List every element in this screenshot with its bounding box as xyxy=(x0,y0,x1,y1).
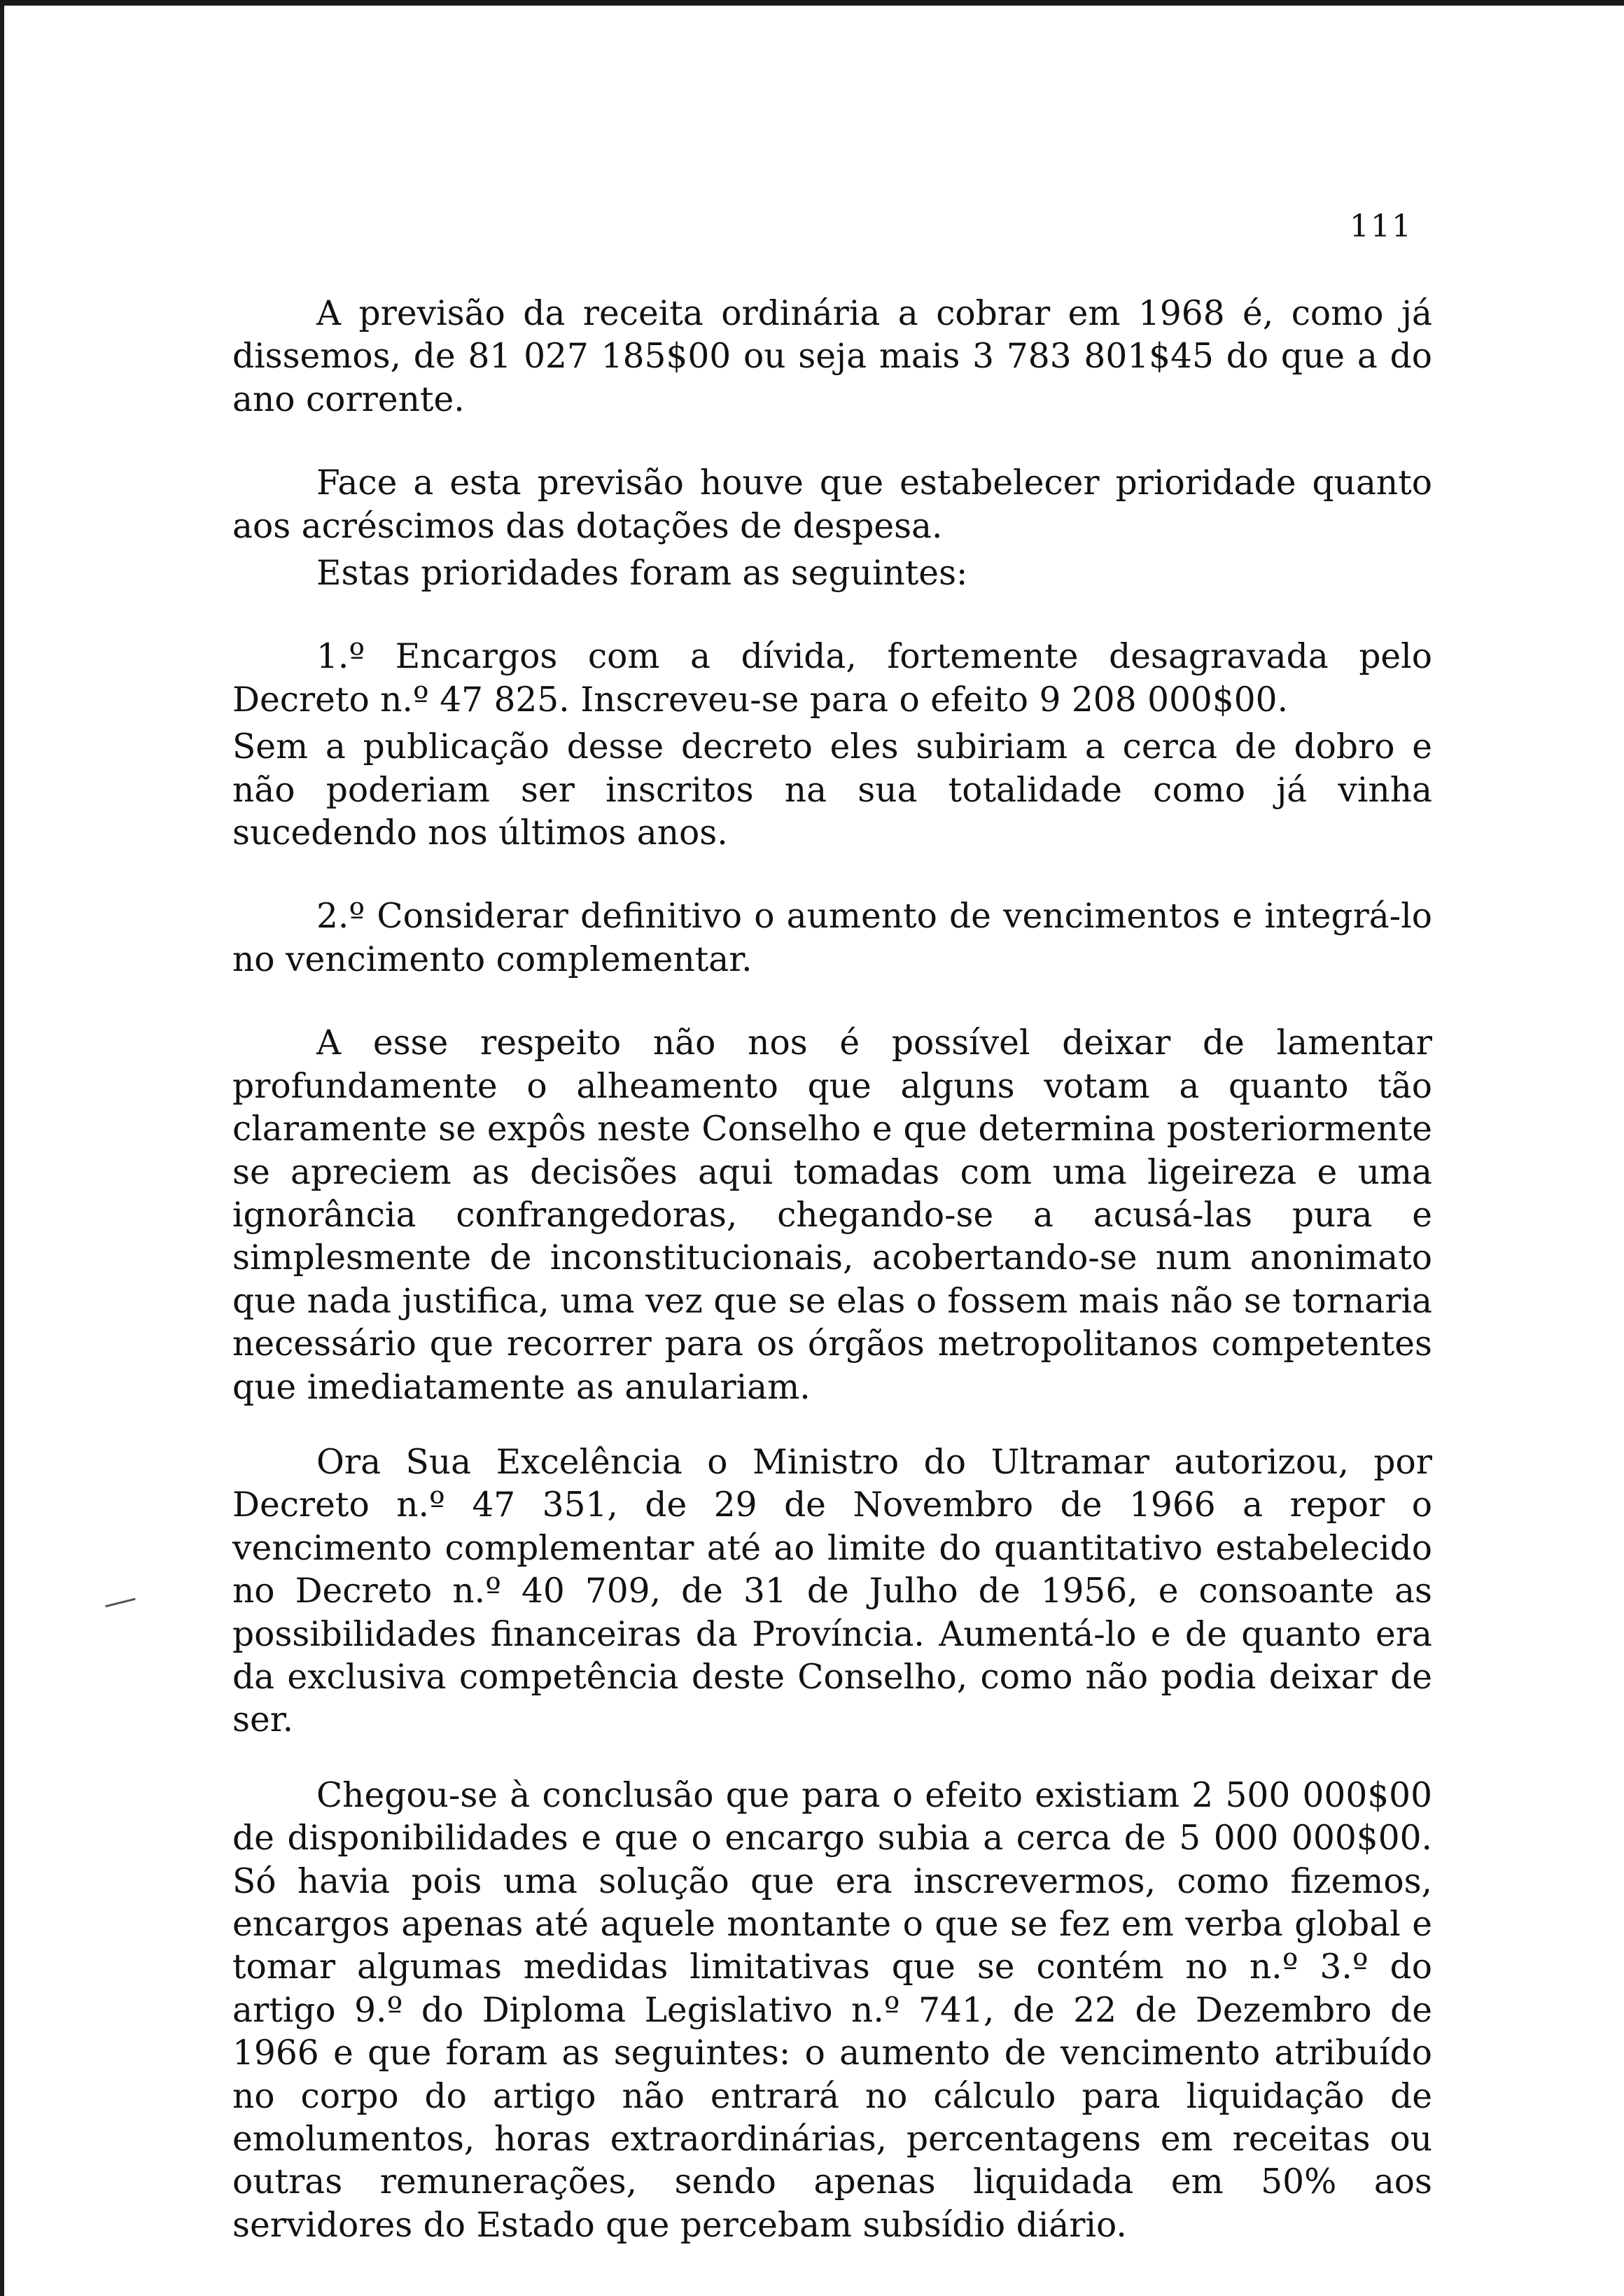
paragraph-priorities-heading: Estas prioridades foram as seguintes: xyxy=(316,554,968,594)
margin-pencil-mark xyxy=(105,1598,135,1608)
paragraph-priority-2: 2.º Considerar definitivo o aumento de vencimentos e integrá-lo no vencimento complementar. xyxy=(232,897,1432,979)
scan-border-left xyxy=(0,0,4,2296)
paragraph-minister-decree: Ora Sua Excelência o Ministro do Ultramar autorizou, por Decreto n.º 47 351, de 29 de Novembro de 1966 a repor o vencimento complementar até ao limite do quantitativo estabelecido no Decreto n.º 40 709, de 31 de Julho de 1956, e consoante as possibilidades financeiras da Província. Aumentá-lo e de quanto era da exclusiva competência deste Conselho, como não podia deixar de ser. xyxy=(232,1442,1432,1740)
page-body xyxy=(232,293,1432,2247)
scan-border-top xyxy=(0,0,1624,6)
paragraph-priority-1: 1.º Encargos com a dívida, fortemente desagravada pelo Decreto n.º 47 825. Inscreveu-se para o efeito 9 208 000$00. xyxy=(232,637,1432,720)
paragraph-conclusion: Chegou-se à conclusão que para o efeito existiam 2 500 000$00 de disponibilidades e que o encargo subia a cerca de 5 000 000$00. Só havia pois uma solução que era inscrevermos, como fizemos, encargos apenas até aquele montante o que se fez em verba global e tomar algumas medidas limitativas que se contém no n.º 3.º do artigo 9.º do Diploma Legislativo n.º 741, de 22 de Dezembro de 1966 e que foram as seguintes: o aumento de vencimento atribuído no corpo do artigo não entrará no cálculo para liquidação de emolumentos, horas extraordinárias, percentagens em receitas ou outras remunerações, sendo apenas liquidada em 50% aos servidores do Estado que percebam subsídio diário. xyxy=(232,1775,1432,2245)
page-number: 111 xyxy=(1350,209,1413,244)
paragraph-council-remarks: A esse respeito não nos é possível deixar de lamentar profundamente o alheamento que alguns votam a quanto tão claramente se expôs neste Conselho e que determina posteriormente se apreciem as decisões aqui tomadas com uma ligeireza e uma ignorância confrangedoras, chegando-se a acusá-las pura e simplesmente de inconstitucionais, acobertando-se num anonimato que nada justifica, uma vez que se elas o fossem mais não se tornaria necessário que recorrer para os órgãos metropolitanos competentes que imediatamente as anulariam. xyxy=(232,1023,1432,1407)
paragraph-priority-intro: Face a esta previsão houve que estabelecer prioridade quanto aos acréscimos das dotações de despesa. xyxy=(232,463,1432,546)
paragraph-decree-effect: Sem a publicação desse decreto eles subiriam a cerca de dobro e não poderiam ser inscritos na sua totalidade como já vinha sucedendo nos últimos anos. xyxy=(232,727,1432,853)
paragraph-revenue-forecast: A previsão da receita ordinária a cobrar em 1968 é, como já dissemos, de 81 027 185$00 ou seja mais 3 783 801$45 do que a do ano corrente. xyxy=(232,294,1432,419)
